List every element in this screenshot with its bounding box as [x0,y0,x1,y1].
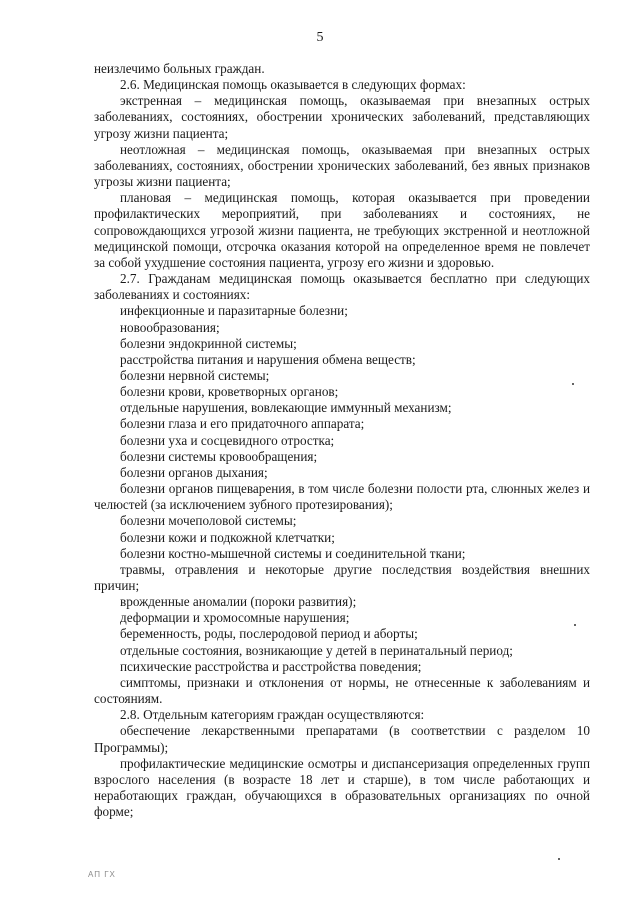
list-item: болезни органов пищеварения, в том числе болезни полости рта, слюнных желез и челюстей (за исключением зубного протезирования); [94,481,590,513]
list-item: болезни кожи и подкожной клетчатки; [120,529,335,545]
list-item: врожденные аномалии (пороки развития); [120,594,357,610]
list-item: деформации и хромосомные нарушения; [120,610,350,626]
form-planned: плановая – медицинская помощь, которая оказывается при проведении профилактических мероприятий, при заболеваниях и состояниях, не сопровождающихся угрозой жизни пациента, не требующих экстренной и неотложной медицинской помощи, отсрочка оказания которой на определенное время не повлечет за собой ухудшение состояния пациента, угрозу его жизни и здоровью. [94,190,590,270]
list-item: болезни костно-мышечной системы и соединительной ткани; [120,545,466,561]
list-item: травмы, отравления и некоторые другие последствия воздействия внешних причин; [94,561,590,593]
list-item: психические расстройства и расстройства поведения; [120,658,422,674]
footer-mark: АП ГХ [88,870,116,879]
list-item: симптомы, признаки и отклонения от нормы, не отнесенные к заболеваниям и состояниям. [94,674,590,707]
list-item: болезни глаза и его придаточного аппарата; [120,416,365,432]
list-item: новообразования; [120,319,220,335]
list-item: инфекционные и паразитарные болезни; [120,303,348,319]
form-urgent: неотложная – медицинская помощь, оказываемая при внезапных острых заболеваниях, состояниях, обострении хронических заболеваний, без явных признаков угрозы жизни пациента; [94,141,590,190]
list-item: болезни крови, кроветворных органов; [120,384,339,400]
list-item: болезни органов дыхания; [120,464,268,480]
section-2-6-heading: 2.6. Медицинская помощь оказывается в следующих формах: [120,77,466,93]
paragraph-continuation: неизлечимо больных граждан. [94,61,265,76]
list-item: отдельные нарушения, вовлекающие иммунный механизм; [120,400,452,416]
list-item: расстройства питания и нарушения обмена веществ; [120,351,416,367]
list-item: отдельные состояния, возникающие у детей в перинатальный период; [120,642,513,658]
form-emergency: экстренная – медицинская помощь, оказываемая при внезапных острых заболеваниях, состояниях, обострении хронических заболеваний, представляющих угрозу жизни пациента; [94,93,590,141]
scan-speck [558,858,560,860]
scan-speck [572,383,574,385]
section-2-7-heading: 2.7. Гражданам медицинская помощь оказывается бесплатно при следующих заболеваниях и состояниях: [94,271,590,303]
list-item: болезни уха и сосцевидного отростка; [120,432,335,448]
list-item: болезни системы кровообращения; [120,448,318,464]
list-item: беременность, роды, послеродовой период и аборты; [120,626,418,642]
list-item: болезни нервной системы; [120,367,270,383]
list-item: болезни эндокринной системы; [120,335,297,351]
list-item: болезни мочеполовой системы; [120,513,297,529]
list-item: профилактические медицинские осмотры и диспансеризация определенных групп взрослого населения (в возрасте 18 лет и старше), в том числе работающих и неработающих граждан, обучающихся в образовательных организациях по очной форме; [94,755,590,820]
scan-speck [574,624,576,626]
page-number: 5 [316,30,324,45]
section-2-8-heading: 2.8. Отдельным категориям граждан осуществляются: [120,707,425,723]
list-item: обеспечение лекарственными препаратами (в соответствии с разделом 10 Программы); [94,723,590,755]
document-body [94,61,590,820]
